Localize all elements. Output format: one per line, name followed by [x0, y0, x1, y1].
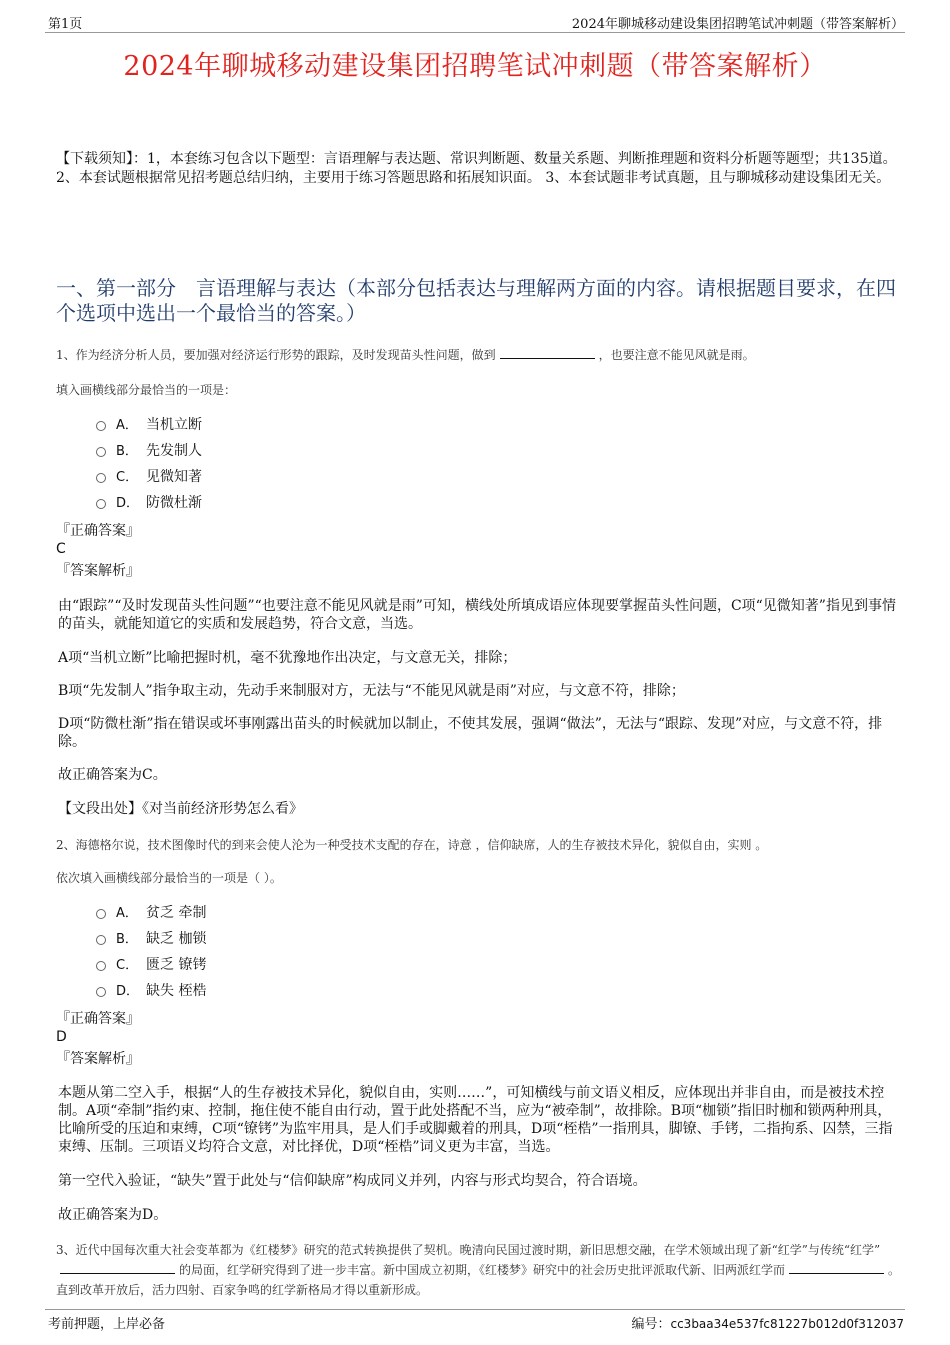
radio-button[interactable]: [96, 473, 106, 483]
radio-button[interactable]: [96, 935, 106, 945]
radio-button[interactable]: [96, 447, 106, 457]
header-doc-title: 2024年聊城移动建设集团招聘笔试冲刺题（带答案解析）: [571, 17, 904, 32]
q1-option-b[interactable]: B． 先发制人: [96, 441, 202, 462]
fill-blank: [60, 1261, 175, 1274]
fill-blank: [789, 1261, 884, 1274]
q2-answer: D: [56, 1029, 67, 1045]
q1-option-a[interactable]: A． 当机立断: [96, 415, 202, 436]
radio-button[interactable]: [96, 909, 106, 919]
q2-option-a[interactable]: A． 贫乏 牵制: [96, 903, 206, 924]
footer-slogan: 考前押题，上岸必备: [48, 1317, 166, 1332]
q2-option-d[interactable]: D． 缺失 桎梏: [96, 981, 206, 1002]
q2-option-b[interactable]: B． 缺乏 枷锁: [96, 929, 206, 950]
radio-button[interactable]: [96, 499, 106, 509]
q1-option-c[interactable]: C． 见微知著: [96, 467, 202, 488]
fill-blank: [500, 346, 595, 359]
q1-analysis-para: A项“当机立断”比喻把握时机，毫不犹豫地作出决定，与文意无关，排除；: [58, 650, 517, 666]
radio-button[interactable]: [96, 987, 106, 997]
q1-analysis-label: 『答案解析』: [56, 563, 140, 579]
question-2-stem: 2、海德格尔说，技术图像时代的到来会使人沦为一种受技术支配的存在，诗意 ，信仰缺席，人的生存被技术异化，貌似自由，实则 。: [56, 838, 768, 852]
q1-analysis-para: 由“跟踪”“及时发现苗头性问题”“也要注意不能见风就是雨”可知，横线处所填成语应体现要掌握苗头性问题，C项“见微知著”指见到事情的苗头，就能知道它的实质和发展趋势，符合文意，当选。: [58, 598, 896, 632]
q1-analysis-para: 故正确答案为C。: [58, 767, 167, 783]
header-divider: [45, 32, 905, 33]
q2-analysis-para: 本题从第二空入手，根据“人的生存被技术异化，貌似自由，实则……”，可知横线与前文语义相反，应体现出并非自由，而是被技术控制。A项“牵制”指约束、控制，拖住使不能自由行动，置于此处搭配不当，应为“被牵制”，故排除。B项“枷锁”指旧时枷和锁两种刑具，比喻所受的压迫和束缚，C项“镣铐”为监牢用具，是人们手或脚戴着的刑具，D项“桎梏”一指刑具，脚镣、手铐，二指拘系、囚禁，三指束缚、压制。三项语义均符合文意，对比择优，D项“桎梏”词义更为丰富，当选。: [58, 1085, 893, 1155]
question-2-prompt: 依次填入画横线部分最恰当的一项是（ ）。: [56, 871, 282, 885]
question-1-stem: 1、作为经济分析人员，要加强对经济运行形势的跟踪，及时发现苗头性问题，做到 ，也要注意不能见风就是雨。: [56, 348, 755, 362]
q2-analysis-para: 故正确答案为D。: [58, 1207, 168, 1223]
q2-answer-label: 『正确答案』: [56, 1011, 140, 1027]
q2-analysis-label: 『答案解析』: [56, 1051, 140, 1067]
document-title: 2024年聊城移动建设集团招聘笔试冲刺题（带答案解析）: [123, 51, 827, 82]
q1-source: 【文段出处】《对当前经济形势怎么看》: [58, 801, 303, 817]
q2-analysis-para: 第一空代入验证，“缺失”置于此处与“信仰缺席”构成同义并列，内容与形式均契合，符合语境。: [58, 1173, 647, 1189]
footer-divider: [45, 1309, 905, 1310]
radio-button[interactable]: [96, 961, 106, 971]
q1-option-d[interactable]: D． 防微杜渐: [96, 493, 202, 514]
q1-answer: C: [56, 541, 66, 557]
q1-answer-label: 『正确答案』: [56, 523, 140, 539]
question-3-stem: 3、近代中国每次重大社会变革都为《红楼梦》研究的范式转换提供了契机。晚清向民国过渡时期，新旧思想交融，在学术领域出现了新“红学”与传统“红学”的局面，红学研究得到了进一步丰富。新中国成立初期，《红楼梦》研究中的社会历史批评派取代新、旧两派红学而 。直到改革开放后，活力四射、百家争鸣的红学新格局才得以重新形成。: [56, 1243, 901, 1297]
q2-option-c[interactable]: C． 匮乏 镣铐: [96, 955, 206, 976]
section-heading: 一、第一部分 言语理解与表达（本部分包括表达与理解两方面的内容。请根据题目要求，在四个选项中选出一个最恰当的答案。）: [56, 276, 896, 325]
page-number-label: 第1页: [48, 17, 83, 32]
question-1-prompt: 填入画横线部分最恰当的一项是：: [56, 383, 237, 397]
footer-doc-code: 编号：cc3baa34e537fc81227b012d0f312037: [631, 1317, 904, 1332]
download-notice: 【下载须知】：1，本套练习包含以下题型：言语理解与表达题、常识判断题、数量关系题、判断推理题和资料分析题等题型；共135道。 2、本套试题根据常见招考题总结归纳，主要用于练习答题思路和拓展知识面。 3、本套试题非考试真题，且与聊城移动建设集团无关。: [56, 151, 897, 186]
q1-analysis-para: B项“先发制人”指争取主动，先动手来制服对方，无法与“不能见风就是雨”对应，与文意不符，排除；: [58, 683, 685, 699]
radio-button[interactable]: [96, 421, 106, 431]
q1-analysis-para: D项“防微杜渐”指在错误或坏事刚露出苗头的时候就加以制止，不使其发展，强调“做法”，无法与“跟踪、发现”对应，与文意不符，排除。: [58, 716, 883, 750]
